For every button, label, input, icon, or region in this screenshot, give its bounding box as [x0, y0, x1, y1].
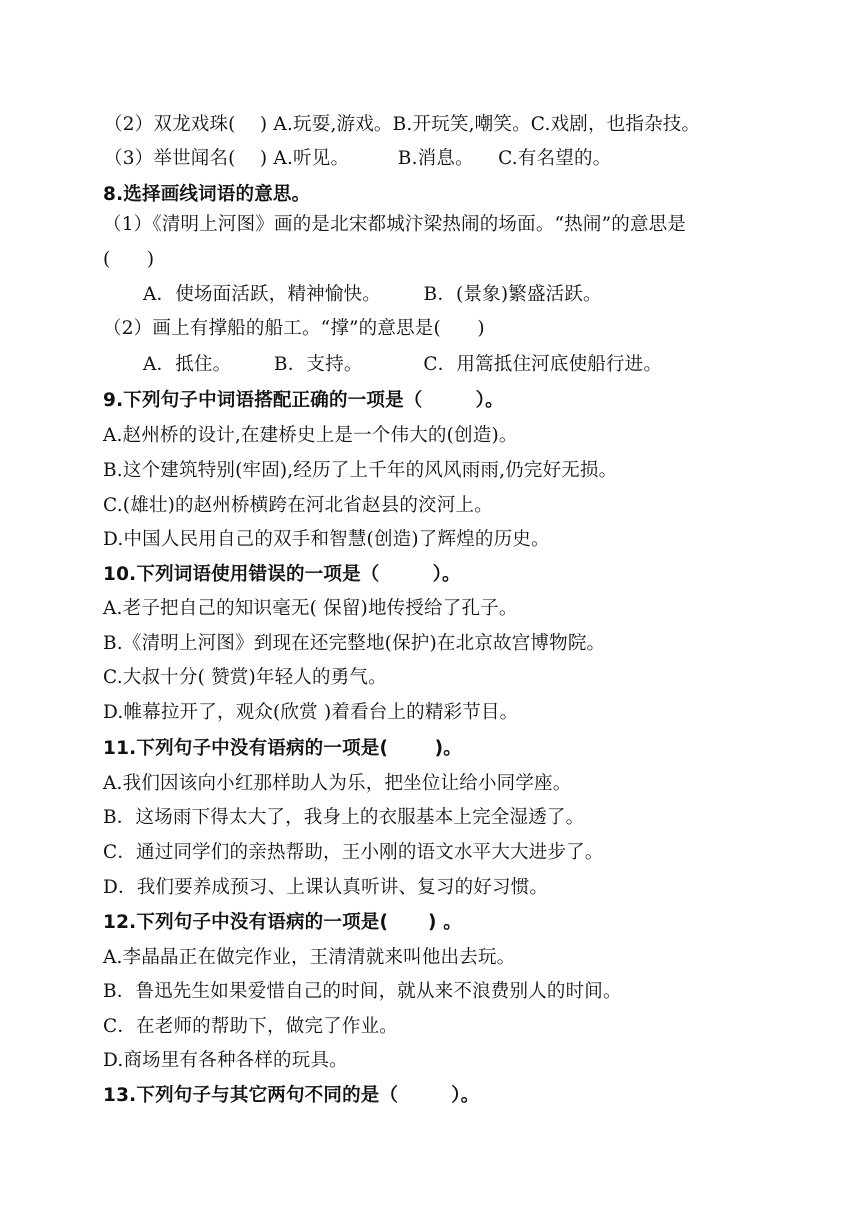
q9-option-c: C.(雄壮)的赵州桥横跨在河北省赵县的洨河上。: [103, 495, 493, 516]
q8-2-options: A．抵住。 B．支持。 C．用篙抵住河底使船行进。: [143, 354, 663, 375]
q10-option-d: D.帷幕拉开了，观众(欣赏 )着看台上的精彩节目。: [103, 702, 519, 723]
q13-heading: 13.下列句子与其它两句不同的是（ ）。: [103, 1085, 480, 1106]
q9-heading: 9.下列句子中词语搭配正确的一项是（ ）。: [103, 390, 504, 411]
q10-option-a: A.老子把自己的知识毫无( 保留)地传授给了孔子。: [103, 598, 518, 619]
q11-option-a: A.我们因该向小红那样助人为乐，把坐位让给小同学座。: [103, 773, 572, 794]
q8-1-blank: ( ): [103, 249, 155, 270]
q9-option-b: B.这个建筑特别(牢固),经历了上千年的风风雨雨,仍完好无损。: [103, 460, 618, 481]
q9-option-d: D.中国人民用自己的双手和智慧(创造)了辉煌的历史。: [103, 529, 550, 550]
q10-heading: 10.下列词语使用错误的一项是（ ）。: [103, 564, 461, 585]
q10-option-b: B.《清明上河图》到现在还完整地(保护)在北京故宫博物院。: [103, 633, 606, 654]
q11-option-b: B．这场雨下得太大了，我身上的衣服基本上完全湿透了。: [103, 807, 585, 828]
q7-3-line: （3）举世闻名( ) A.听见。 B.消息。 C.有名望的。: [104, 148, 612, 169]
q12-option-a: A.李晶晶正在做完作业，王清清就来叫他出去玩。: [103, 947, 516, 968]
q9-option-a: A.赵州桥的设计,在建桥史上是一个伟大的(创造)。: [103, 425, 518, 446]
q12-option-d: D.商场里有各种各样的玩具。: [103, 1050, 348, 1071]
q8-1-options: A．使场面活跃，精神愉快。 B．(景象)繁盛活跃。: [143, 284, 602, 305]
q11-option-c: C．通过同学们的亲热帮助，王小刚的语文水平大大进步了。: [103, 842, 604, 863]
q8-heading: 8.选择画线词语的意思。: [103, 184, 311, 205]
q8-2-line: （2）画上有撑船的船工。“撑”的意思是( ): [103, 318, 485, 339]
q11-heading: 11.下列句子中没有语病的一项是( )。: [103, 738, 462, 759]
q7-2-line: （2）双龙戏珠( ) A.玩耍,游戏。B.开玩笑,嘲笑。C.戏剧，也指杂技。: [104, 114, 701, 135]
q11-option-d: D．我们要养成预习、上课认真听讲、复习的好习惯。: [103, 877, 549, 898]
q10-option-c: C.大叔十分( 赞赏)年轻人的勇气。: [103, 667, 387, 688]
q12-option-b: B．鲁迅先生如果爱惜自己的时间，就从来不浪费别人的时间。: [103, 981, 622, 1002]
q12-option-c: C．在老师的帮助下，做完了作业。: [103, 1016, 398, 1037]
q8-1-line: （1）《清明上河图》画的是北宋都城汴梁热闹的场面。“热闹”的意思是: [103, 214, 687, 235]
q12-heading: 12.下列句子中没有语病的一项是( ) 。: [103, 912, 462, 933]
